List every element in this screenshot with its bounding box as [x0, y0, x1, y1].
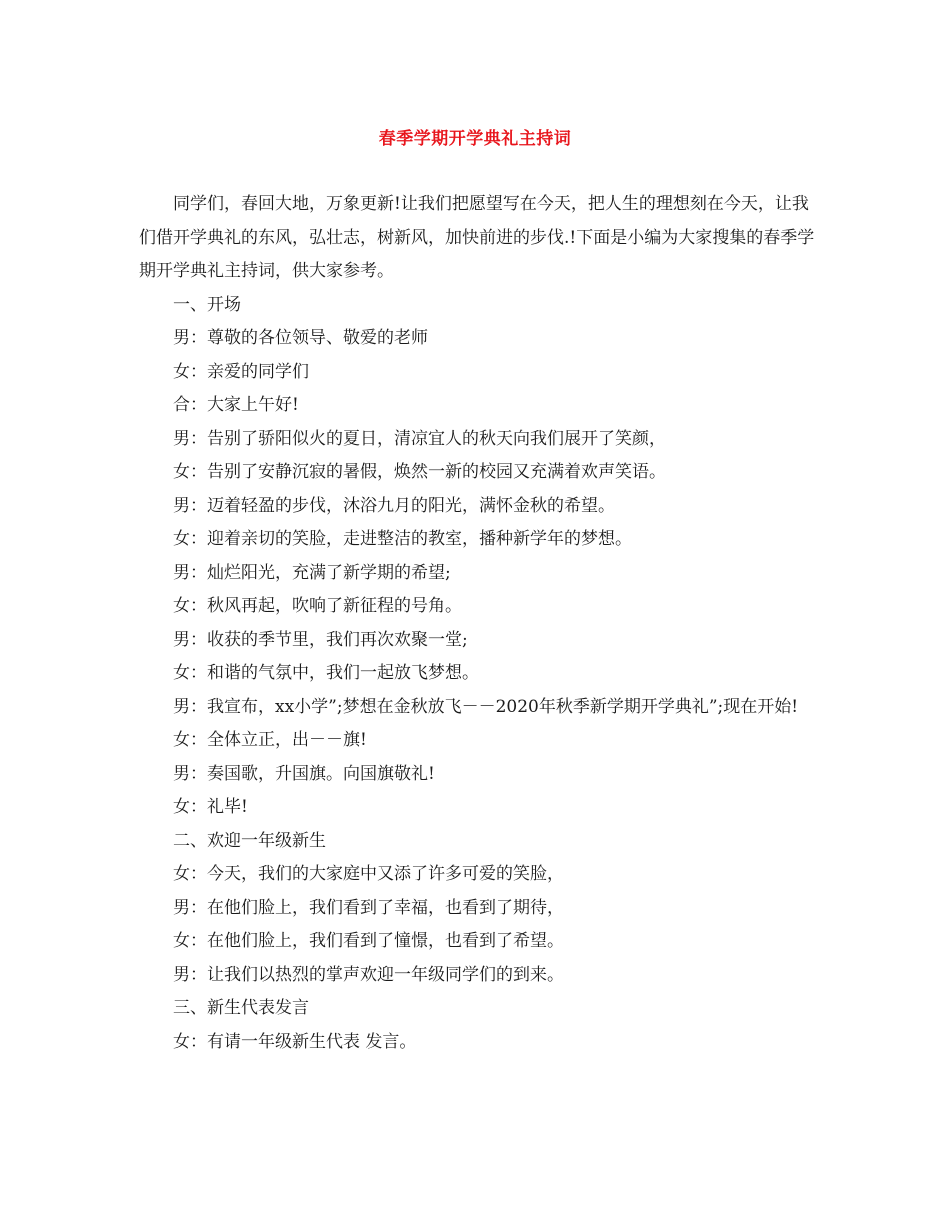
paragraph: 女：在他们脸上，我们看到了憧憬，也看到了希望。: [173, 931, 564, 951]
paragraph: 女：告别了安静沉寂的暑假，焕然一新的校园又充满着欢声笑语。: [173, 462, 666, 482]
paragraph: 男：尊敬的各位领导、敬爱的老师: [173, 328, 428, 348]
paragraph: 男：告别了骄阳似火的夏日，清凉宜人的秋天向我们展开了笑颜，: [173, 428, 666, 449]
paragraph: 女：秋风再起，吹响了新征程的号角。: [173, 596, 462, 616]
paragraph: 男：收获的季节里，我们再次欢聚一堂;: [173, 629, 468, 650]
paragraph: 男：灿烂阳光，充满了新学期的希望;: [173, 562, 451, 583]
paragraph: 男：让我们以热烈的掌声欢迎一年级同学们的到来。: [173, 964, 564, 985]
paragraph: 同学们，春回大地，万象更新!让我们把愿望写在今天，把人生的理想刻在今天，让我们借开学典礼的东风，弘壮志，树新风，加快前进的步伐.!下面是小编为大家搜集的春季学期开学典礼主持词，供大家参考。: [139, 194, 815, 281]
paragraph: 女：迎着亲切的笑脸，走进整洁的教室，播种新学年的梦想。: [173, 529, 632, 549]
paragraph: 女：礼毕!: [173, 797, 248, 817]
paragraph: 女：有请一年级新生代表 发言。: [173, 1031, 417, 1052]
paragraph: 一、开场: [173, 294, 241, 315]
paragraph: 男：迈着轻盈的步伐，沐浴九月的阳光，满怀金秋的希望。: [173, 495, 615, 516]
document-body: [139, 188, 815, 1059]
document-title: 春季学期开学典礼主持词: [378, 129, 572, 149]
paragraph: 男：奏国歌，升国旗。向国旗敬礼!: [173, 763, 435, 784]
paragraph: 女：亲爱的同学们: [173, 361, 309, 382]
paragraph: 女：和谐的气氛中，我们一起放飞梦想。: [173, 663, 479, 683]
paragraph: 女：今天，我们的大家庭中又添了许多可爱的笑脸，: [173, 864, 564, 884]
paragraph: 男：我宣布，xx小学”;梦想在金秋放飞－－2020年秋季新学期开学典礼”;现在开始!: [173, 696, 799, 717]
paragraph: 三、新生代表发言: [173, 998, 309, 1018]
paragraph: 合：大家上午好!: [173, 395, 299, 415]
paragraph: 二、欢迎一年级新生: [173, 830, 326, 851]
paragraph: 男：在他们脸上，我们看到了幸福，也看到了期待，: [173, 897, 564, 918]
paragraph: 女：全体立正，出－－旗!: [173, 730, 367, 750]
